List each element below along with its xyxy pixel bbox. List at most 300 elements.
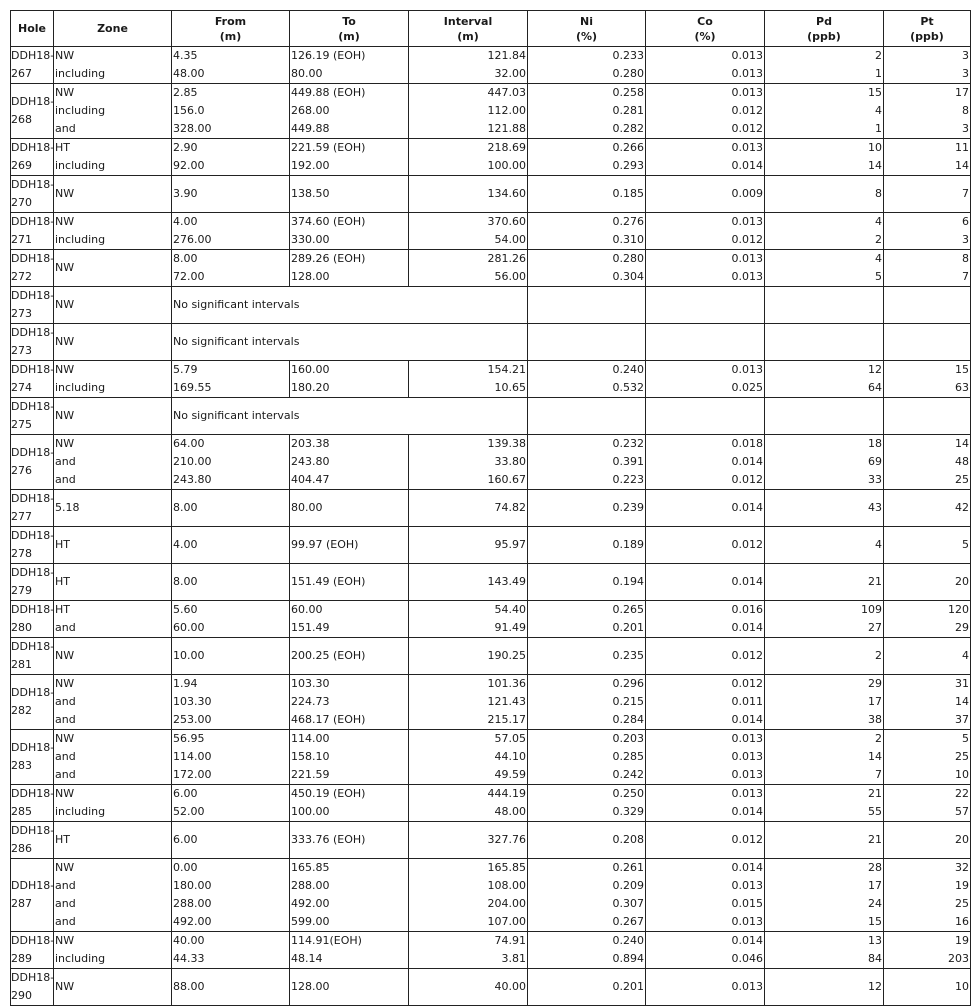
ni-value: 0.208	[612, 833, 644, 846]
pt-value: 8	[962, 104, 969, 117]
zone-line: NW	[55, 649, 75, 662]
from-value: 288.00	[173, 897, 212, 910]
header-from: From (m)	[172, 11, 290, 47]
cell-empty	[528, 324, 646, 361]
to-value: 99.97 (EOH)	[291, 538, 359, 551]
ni-value: 0.250	[612, 787, 644, 800]
pt-value: 3	[962, 67, 969, 80]
cell-empty	[765, 324, 884, 361]
ni-value: 0.233	[612, 49, 644, 62]
cell-zone	[54, 139, 172, 176]
co-value: 0.013	[731, 67, 763, 80]
ni-value: 0.209	[612, 879, 644, 892]
pd-value: 5	[875, 270, 882, 283]
cell-hole: DDH18-279	[11, 564, 54, 601]
cell-ni	[528, 47, 646, 84]
table-row	[11, 213, 971, 250]
cell-ni	[528, 527, 646, 564]
cell-co	[646, 675, 765, 730]
co-value: 0.014	[731, 713, 763, 726]
cell-hole: DDH18-287	[11, 859, 54, 932]
zone-line: and	[55, 915, 76, 928]
pt-value: 10	[955, 980, 969, 993]
cell-pt	[884, 213, 971, 250]
interval-value: 121.84	[487, 49, 526, 62]
zone-line: including	[55, 104, 106, 117]
cell-from	[172, 250, 290, 287]
pd-value: 2	[875, 732, 882, 745]
cell-interval	[409, 564, 528, 601]
cell-interval	[409, 932, 528, 969]
pd-value: 12	[868, 980, 882, 993]
ni-value: 0.266	[612, 141, 644, 154]
to-value: 114.91(EOH)	[291, 934, 362, 947]
pd-value: 17	[868, 695, 882, 708]
pd-value: 55	[868, 805, 882, 818]
cell-ni	[528, 176, 646, 213]
cell-pd	[765, 932, 884, 969]
cell-from	[172, 527, 290, 564]
table-row	[11, 287, 971, 324]
zone-line: NW	[55, 861, 75, 874]
cell-empty	[884, 398, 971, 435]
zone-line: NW	[55, 409, 75, 422]
to-value: 114.00	[291, 732, 330, 745]
table-row	[11, 859, 971, 932]
cell-ni	[528, 969, 646, 1006]
co-value: 0.013	[731, 252, 763, 265]
ni-value: 0.281	[612, 104, 644, 117]
pt-value: 25	[955, 750, 969, 763]
cell-interval	[409, 969, 528, 1006]
from-value: 8.00	[173, 501, 198, 514]
co-value: 0.014	[731, 861, 763, 874]
pt-value: 25	[955, 897, 969, 910]
cell-from	[172, 675, 290, 730]
ni-value: 0.240	[612, 934, 644, 947]
from-value: 253.00	[173, 713, 212, 726]
cell-from	[172, 84, 290, 139]
pt-value: 203	[948, 952, 969, 965]
from-value: 243.80	[173, 473, 212, 486]
ni-value: 0.201	[612, 621, 644, 634]
cell-pt	[884, 785, 971, 822]
zone-line: and	[55, 473, 76, 486]
pd-value: 43	[868, 501, 882, 514]
zone-line: HT	[55, 833, 70, 846]
table-row	[11, 84, 971, 139]
to-value: 138.50	[291, 187, 330, 200]
cell-empty	[528, 398, 646, 435]
cell-zone	[54, 84, 172, 139]
cell-pt	[884, 822, 971, 859]
zone-line: including	[55, 159, 106, 172]
cell-zone	[54, 361, 172, 398]
ni-value: 0.285	[612, 750, 644, 763]
from-value: 8.00	[173, 252, 198, 265]
cell-interval	[409, 822, 528, 859]
cell-hole: DDH18-269	[11, 139, 54, 176]
pd-value: 14	[868, 159, 882, 172]
pd-value: 69	[868, 455, 882, 468]
cell-to	[290, 859, 409, 932]
cell-pt	[884, 859, 971, 932]
cell-from	[172, 435, 290, 490]
interval-value: 444.19	[487, 787, 526, 800]
interval-value: 10.65	[494, 381, 526, 394]
from-value: 156.0	[173, 104, 205, 117]
cell-from	[172, 601, 290, 638]
pt-value: 19	[955, 934, 969, 947]
interval-value: 190.25	[487, 649, 526, 662]
cell-empty	[646, 324, 765, 361]
pd-value: 4	[875, 538, 882, 551]
to-value: 243.80	[291, 455, 330, 468]
header-co: Co (%)	[646, 11, 765, 47]
from-value: 60.00	[173, 621, 205, 634]
from-value: 114.00	[173, 750, 212, 763]
co-value: 0.013	[731, 768, 763, 781]
co-value: 0.046	[731, 952, 763, 965]
ni-value: 0.203	[612, 732, 644, 745]
cell-hole: DDH18-286	[11, 822, 54, 859]
interval-value: 33.80	[494, 455, 526, 468]
cell-interval	[409, 638, 528, 675]
ni-value: 0.242	[612, 768, 644, 781]
table-row	[11, 822, 971, 859]
interval-value: 121.88	[487, 122, 526, 135]
note-text: No significant intervals	[173, 298, 300, 311]
cell-ni	[528, 601, 646, 638]
pt-value: 14	[955, 437, 969, 450]
header-hole: Hole	[11, 11, 54, 47]
cell-pt	[884, 490, 971, 527]
cell-pd	[765, 139, 884, 176]
cell-co	[646, 822, 765, 859]
interval-value: 49.59	[494, 768, 526, 781]
cell-pd	[765, 601, 884, 638]
zone-line: and	[55, 879, 76, 892]
cell-ni	[528, 213, 646, 250]
co-value: 0.013	[731, 215, 763, 228]
cell-zone	[54, 675, 172, 730]
table-row	[11, 47, 971, 84]
cell-empty	[765, 287, 884, 324]
cell-interval	[409, 859, 528, 932]
cell-interval	[409, 250, 528, 287]
pd-value: 14	[868, 750, 882, 763]
cell-zone	[54, 47, 172, 84]
cell-from	[172, 564, 290, 601]
cell-to	[290, 435, 409, 490]
table-row	[11, 435, 971, 490]
cell-to	[290, 601, 409, 638]
interval-value: 204.00	[487, 897, 526, 910]
cell-pt	[884, 250, 971, 287]
table-row	[11, 785, 971, 822]
table-row	[11, 176, 971, 213]
ni-value: 0.894	[612, 952, 644, 965]
cell-interval	[409, 675, 528, 730]
ni-value: 0.307	[612, 897, 644, 910]
cell-from	[172, 859, 290, 932]
interval-value: 74.91	[494, 934, 526, 947]
cell-hole: DDH18-267	[11, 47, 54, 84]
cell-zone	[54, 287, 172, 324]
cell-pd	[765, 822, 884, 859]
cell-co	[646, 176, 765, 213]
interval-value: 139.38	[487, 437, 526, 450]
co-value: 0.012	[731, 104, 763, 117]
cell-pt	[884, 969, 971, 1006]
cell-co	[646, 490, 765, 527]
zone-line: NW	[55, 298, 75, 311]
cell-zone	[54, 601, 172, 638]
pd-value: 17	[868, 879, 882, 892]
cell-to	[290, 822, 409, 859]
interval-value: 215.17	[487, 713, 526, 726]
cell-pt	[884, 139, 971, 176]
pt-value: 19	[955, 879, 969, 892]
co-value: 0.011	[731, 695, 763, 708]
cell-zone	[54, 969, 172, 1006]
cell-to	[290, 213, 409, 250]
to-value: 160.00	[291, 363, 330, 376]
from-value: 48.00	[173, 67, 205, 80]
cell-ni	[528, 84, 646, 139]
to-value: 151.49	[291, 621, 330, 634]
to-value: 126.19 (EOH)	[291, 49, 366, 62]
zone-line: and	[55, 713, 76, 726]
cell-ni	[528, 932, 646, 969]
header-zone: Zone	[54, 11, 172, 47]
pd-value: 21	[868, 787, 882, 800]
table-row	[11, 675, 971, 730]
interval-value: 160.67	[487, 473, 526, 486]
zone-line: NW	[55, 49, 75, 62]
cell-co	[646, 139, 765, 176]
zone-line: and	[55, 122, 76, 135]
to-value: 268.00	[291, 104, 330, 117]
pt-value: 37	[955, 713, 969, 726]
drill-results-table	[10, 10, 971, 1006]
cell-interval	[409, 435, 528, 490]
interval-value: 281.26	[487, 252, 526, 265]
zone-line: NW	[55, 437, 75, 450]
cell-to	[290, 84, 409, 139]
cell-pd	[765, 361, 884, 398]
to-value: 449.88 (EOH)	[291, 86, 366, 99]
cell-hole: DDH18-282	[11, 675, 54, 730]
from-value: 5.60	[173, 603, 198, 616]
cell-co	[646, 47, 765, 84]
table-row	[11, 361, 971, 398]
pt-value: 20	[955, 575, 969, 588]
from-value: 6.00	[173, 833, 198, 846]
from-value: 103.30	[173, 695, 212, 708]
to-value: 151.49 (EOH)	[291, 575, 366, 588]
to-value: 80.00	[291, 501, 323, 514]
cell-zone	[54, 324, 172, 361]
co-value: 0.013	[731, 86, 763, 99]
from-value: 210.00	[173, 455, 212, 468]
cell-pt	[884, 730, 971, 785]
pd-value: 1	[875, 67, 882, 80]
zone-line: NW	[55, 732, 75, 745]
from-value: 4.00	[173, 538, 198, 551]
interval-value: 91.49	[494, 621, 526, 634]
table-row	[11, 932, 971, 969]
cell-ni	[528, 822, 646, 859]
to-value: 288.00	[291, 879, 330, 892]
cell-from	[172, 213, 290, 250]
cell-interval	[409, 361, 528, 398]
cell-pt	[884, 564, 971, 601]
co-value: 0.025	[731, 381, 763, 394]
cell-pd	[765, 564, 884, 601]
pd-value: 2	[875, 649, 882, 662]
table-row	[11, 564, 971, 601]
cell-to	[290, 250, 409, 287]
co-value: 0.012	[731, 473, 763, 486]
cell-zone	[54, 822, 172, 859]
co-value: 0.014	[731, 501, 763, 514]
pd-value: 13	[868, 934, 882, 947]
pd-value: 12	[868, 363, 882, 376]
cell-to	[290, 675, 409, 730]
cell-zone	[54, 527, 172, 564]
cell-ni	[528, 250, 646, 287]
table-row	[11, 638, 971, 675]
pt-value: 5	[962, 538, 969, 551]
cell-from	[172, 785, 290, 822]
cell-ni	[528, 361, 646, 398]
ni-value: 0.276	[612, 215, 644, 228]
zone-line: including	[55, 805, 106, 818]
cell-from	[172, 176, 290, 213]
interval-value: 54.00	[494, 233, 526, 246]
pt-value: 3	[962, 122, 969, 135]
to-value: 468.17 (EOH)	[291, 713, 366, 726]
pt-value: 3	[962, 49, 969, 62]
cell-pd	[765, 785, 884, 822]
table-row	[11, 490, 971, 527]
zone-line: including	[55, 233, 106, 246]
from-value: 3.90	[173, 187, 198, 200]
cell-zone	[54, 398, 172, 435]
cell-to	[290, 932, 409, 969]
cell-hole: DDH18-275	[11, 398, 54, 435]
ni-value: 0.239	[612, 501, 644, 514]
cell-hole: DDH18-276	[11, 435, 54, 490]
cell-from	[172, 139, 290, 176]
interval-value: 101.36	[487, 677, 526, 690]
ni-value: 0.280	[612, 67, 644, 80]
cell-ni	[528, 435, 646, 490]
pt-value: 3	[962, 233, 969, 246]
zone-line: NW	[55, 363, 75, 376]
table-row	[11, 250, 971, 287]
ni-value: 0.310	[612, 233, 644, 246]
header-interval: Interval (m)	[409, 11, 528, 47]
header-ni: Ni (%)	[528, 11, 646, 47]
cell-to	[290, 47, 409, 84]
from-value: 4.35	[173, 49, 198, 62]
pd-value: 7	[875, 768, 882, 781]
co-value: 0.014	[731, 575, 763, 588]
ni-value: 0.201	[612, 980, 644, 993]
to-value: 492.00	[291, 897, 330, 910]
pt-value: 25	[955, 473, 969, 486]
cell-co	[646, 932, 765, 969]
interval-value: 74.82	[494, 501, 526, 514]
pt-value: 11	[955, 141, 969, 154]
to-value: 165.85	[291, 861, 330, 874]
co-value: 0.012	[731, 233, 763, 246]
to-value: 330.00	[291, 233, 330, 246]
interval-value: 3.81	[501, 952, 526, 965]
zone-line: including	[55, 952, 106, 965]
co-value: 0.014	[731, 621, 763, 634]
header-pt: Pt (ppb)	[884, 11, 971, 47]
pt-value: 16	[955, 915, 969, 928]
cell-ni	[528, 139, 646, 176]
zone-line: including	[55, 67, 106, 80]
interval-value: 154.21	[487, 363, 526, 376]
interval-value: 40.00	[494, 980, 526, 993]
pt-value: 32	[955, 861, 969, 874]
pt-value: 7	[962, 187, 969, 200]
cell-co	[646, 638, 765, 675]
cell-from	[172, 822, 290, 859]
cell-empty	[884, 287, 971, 324]
cell-interval	[409, 139, 528, 176]
zone-line: NW	[55, 677, 75, 690]
cell-note	[172, 324, 528, 361]
from-value: 2.90	[173, 141, 198, 154]
ni-value: 0.284	[612, 713, 644, 726]
interval-value: 327.76	[487, 833, 526, 846]
pd-value: 64	[868, 381, 882, 394]
cell-hole: DDH18-289	[11, 932, 54, 969]
interval-value: 121.43	[487, 695, 526, 708]
pt-value: 17	[955, 86, 969, 99]
zone-line: NW	[55, 86, 75, 99]
ni-value: 0.265	[612, 603, 644, 616]
pd-value: 28	[868, 861, 882, 874]
ni-value: 0.282	[612, 122, 644, 135]
to-value: 80.00	[291, 67, 323, 80]
cell-hole: DDH18-281	[11, 638, 54, 675]
cell-hole: DDH18-270	[11, 176, 54, 213]
table-row	[11, 139, 971, 176]
zone-line: and	[55, 695, 76, 708]
cell-empty	[765, 398, 884, 435]
from-value: 64.00	[173, 437, 205, 450]
ni-value: 0.223	[612, 473, 644, 486]
cell-zone	[54, 785, 172, 822]
to-value: 103.30	[291, 677, 330, 690]
cell-to	[290, 361, 409, 398]
co-value: 0.012	[731, 649, 763, 662]
to-value: 48.14	[291, 952, 323, 965]
from-value: 172.00	[173, 768, 212, 781]
cell-co	[646, 84, 765, 139]
from-value: 328.00	[173, 122, 212, 135]
to-value: 599.00	[291, 915, 330, 928]
from-value: 44.33	[173, 952, 205, 965]
cell-interval	[409, 176, 528, 213]
